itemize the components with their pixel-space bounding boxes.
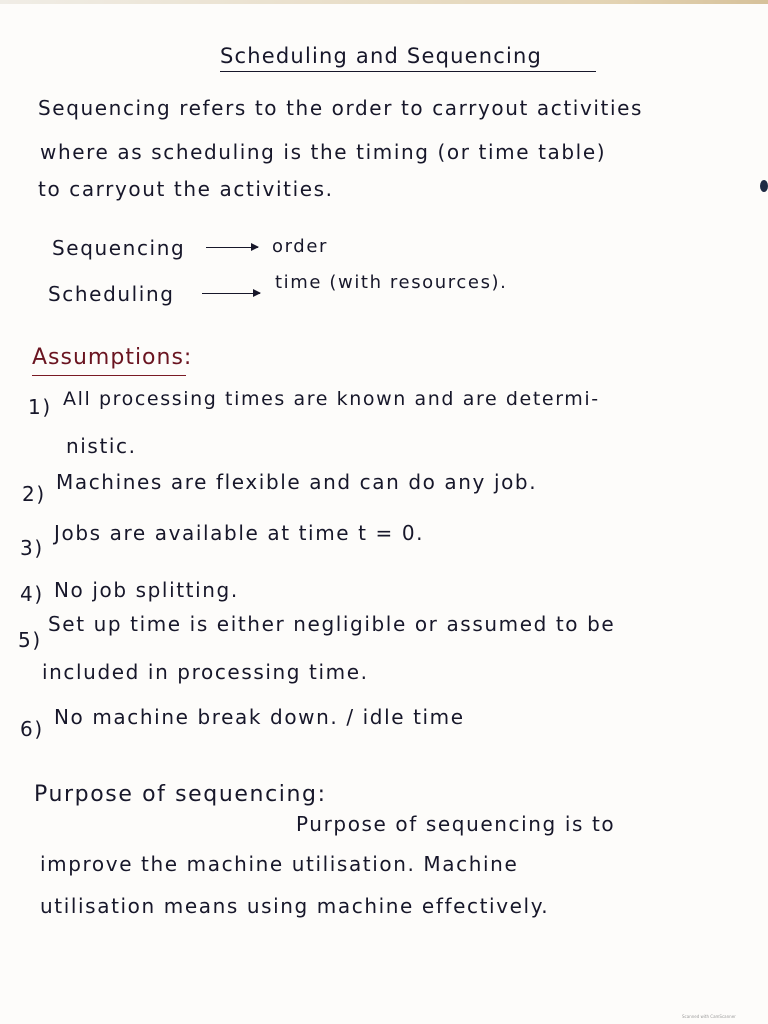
intro-line-2: where as scheduling is the timing (or time table) [40,140,607,164]
assumption-4-number: 4) [20,582,44,606]
assumption-2-number: 2) [22,482,46,506]
purpose-heading: Purpose of sequencing: [34,782,327,807]
mapping-meaning-order: order [272,236,328,257]
assumption-6-number: 6) [20,717,44,741]
paper-top-edge [0,0,768,4]
assumption-3-number: 3) [20,536,44,560]
mapping-meaning-time: time (with resources). [275,272,508,293]
arrow-icon [206,247,258,248]
purpose-line-3: utilisation means using machine effectively. [40,894,550,918]
assumption-1-line-2: nistic. [66,434,137,458]
assumption-1-line-1: All processing times are known and are determi- [63,388,600,410]
arrow-icon [202,293,260,294]
purpose-line-1: Purpose of sequencing is to [296,812,616,836]
mapping-term-sequencing: Sequencing [52,236,186,260]
mapping-term-scheduling: Scheduling [48,282,175,306]
title-underline [220,71,596,72]
ink-mark [760,180,768,192]
assumption-5-line-2: included in processing time. [42,660,369,684]
intro-line-1: Sequencing refers to the order to carryout activities [38,96,644,120]
assumption-4-line-1: No job splitting. [54,578,239,602]
assumption-5-line-1: Set up time is either negligible or assumed to be [48,612,616,636]
scanner-watermark: Scanned with CamScanner [682,1014,736,1019]
assumption-5-number: 5) [18,628,42,652]
assumption-1-number: 1) [28,395,52,419]
assumption-2-line-1: Machines are flexible and can do any job. [56,470,538,494]
assumption-6-line-1: No machine break down. / idle time [54,705,465,729]
assumption-3-line-1: Jobs are available at time t = 0. [54,521,425,545]
assumptions-heading: Assumptions: [32,345,193,370]
page-title: Scheduling and Sequencing [220,44,543,68]
purpose-line-2: improve the machine utilisation. Machine [40,852,519,876]
intro-line-3: to carryout the activities. [38,177,334,201]
assumptions-underline [32,375,186,376]
